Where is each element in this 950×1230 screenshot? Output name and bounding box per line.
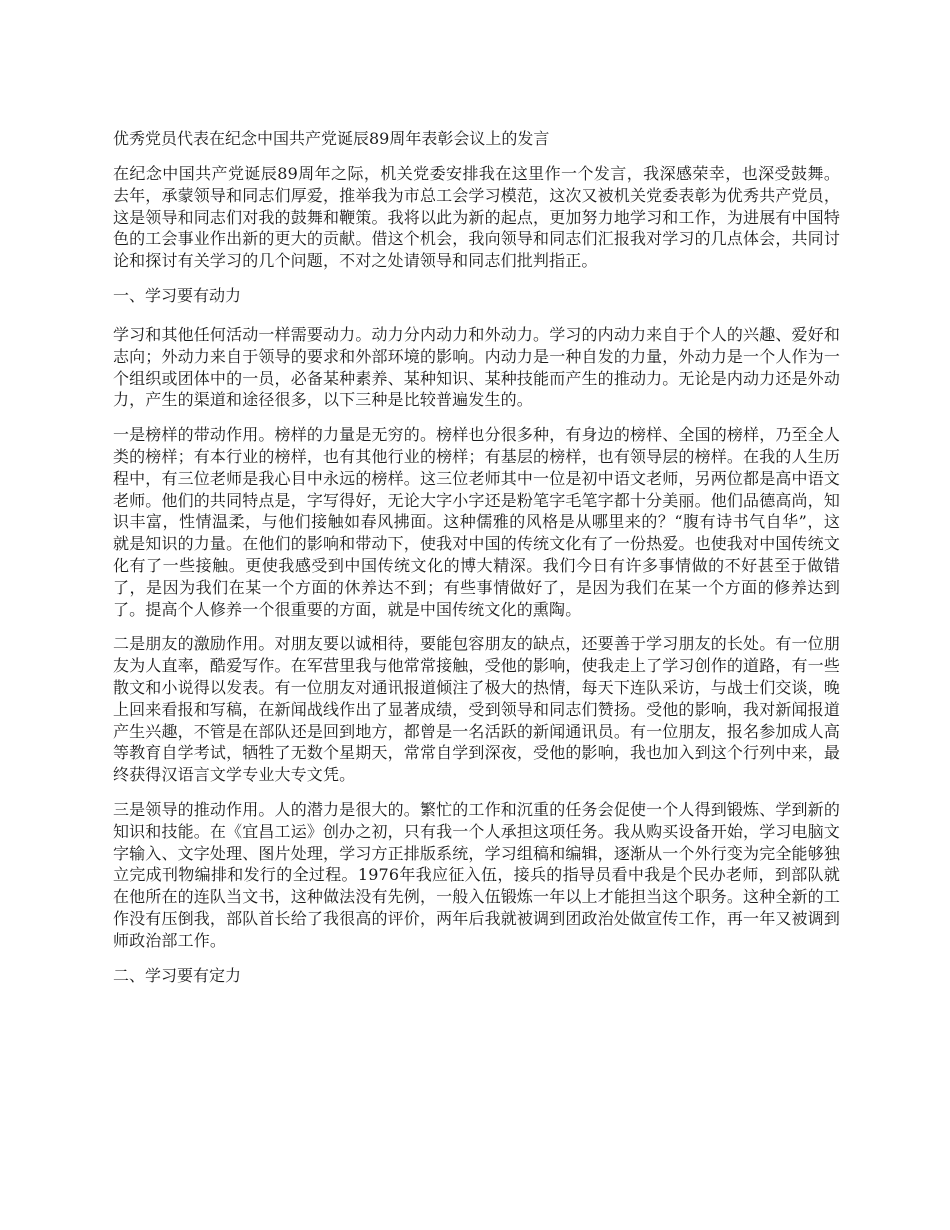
intro-paragraph: 在纪念中国共产党诞辰89周年之际，机关党委安排我在这里作一个发言，我深感荣幸，也深受鼓舞。去年，承蒙领导和同志们厚爱，推举我为市总工会学习模范，这次又被机关党委表彰为优秀共产党员，这是领导和同志们对我的鼓舞和鞭策。我将以此为新的起点，更加努力地学习和工作，为进展有中国特色的工会事业作出新的更大的贡献。借这个机会，我向领导和同志们汇报我对学习的几点体会，共同讨论和探讨有关学习的几个问题，不对之处请领导和同志们批判指正。 xyxy=(113,164,840,271)
document-page xyxy=(113,117,840,1004)
section-1-paragraph-1: 学习和其他任何活动一样需要动力。动力分内动力和外动力。学习的内动力来自于个人的兴趣、爱好和志向；外动力来自于领导的要求和外部环境的影响。内动力是一种自发的力量，外动力是一个人作为一个组织或团体中的一员，必备某种素养、某种知识、某种技能而产生的推动力。无论是内动力还是外动力，产生的渠道和途径很多，以下三种是比较普遍发生的。 xyxy=(113,324,840,410)
document-title: 优秀党员代表在纪念中国共产党诞辰89周年表彰会议上的发言 xyxy=(113,129,550,148)
section-1-heading: 一、学习要有动力 xyxy=(113,285,242,305)
section-2-heading: 二、学习要有定力 xyxy=(113,965,242,985)
section-1-paragraph-2: 一是榜样的带动作用。榜样的力量是无穷的。榜样也分很多种，有身边的榜样、全国的榜样，乃至全人类的榜样；有本行业的榜样，也有其他行业的榜样；有基层的榜样，也有领导层的榜样。在我的人生历程中，有三位老师是我心目中永远的榜样。这三位老师其中一位是初中语文老师，另两位都是高中语文老师。他们的共同特点是，字写得好，无论大字小字还是粉笔字毛笔字都十分美丽。他们品德高尚，知识丰富，性情温柔，与他们接触如春风拂面。这种儒雅的风格是从哪里来的？“腹有诗书气自华”，这就是知识的力量。在他们的影响和带动下，使我对中国的传统文化有了一份热爱。也使我对中国传统文化有了一些接触。更使我感受到中国传统文化的博大精深。我们今日有许多事情做的不好甚至于做错了，是因为我们在某一个方面的休养达不到；有些事情做好了，是因为我们在某一个方面的修养达到了。提高个人修养一个很重要的方面，就是中国传统文化的熏陶。 xyxy=(113,425,840,619)
section-1-paragraph-3: 二是朋友的激励作用。对朋友要以诚相待，要能包容朋友的缺点，还要善于学习朋友的长处。有一位朋友为人直率，酷爱写作。在军营里我与他常常接触，受他的影响，使我走上了学习创作的道路，有一些散文和小说得以发表。有一位朋友对通讯报道倾注了极大的热情，每天下连队采访，与战士们交谈，晚上回来看报和写稿，在新闻战线作出了显著成绩，受到领导和同志们赞扬。受他的影响，我对新闻报道产生兴趣，不管是在部队还是回到地方，都曾是一名活跃的新闻通讯员。有一位朋友，报名参加成人高等教育自学考试，牺牲了无数个星期天，常常自学到深夜，受他的影响，我也加入到这个行列中来，最终获得汉语言文学专业大专文凭。 xyxy=(113,634,840,785)
section-1-paragraph-4: 三是领导的推动作用。人的潜力是很大的。繁忙的工作和沉重的任务会促使一个人得到锻炼、学到新的知识和技能。在《宜昌工运》创办之初，只有我一个人承担这项任务。我从购买设备开始，学习电脑文字输入、文字处理、图片处理，学习方正排版系统，学习组稿和编辑，逐渐从一个外行变为完全能够独立完成刊物编排和发行的全过程。1976年我应征入伍，接兵的指导员看中我是个民办老师，到部队就在他所在的连队当文书，这种做法没有先例，一般入伍锻炼一年以上才能担当这个职务。这种全新的工作没有压倒我，部队首长给了我很高的评价，两年后我就被调到团政治处做宣传工作，再一年又被调到师政治部工作。 xyxy=(113,799,840,950)
